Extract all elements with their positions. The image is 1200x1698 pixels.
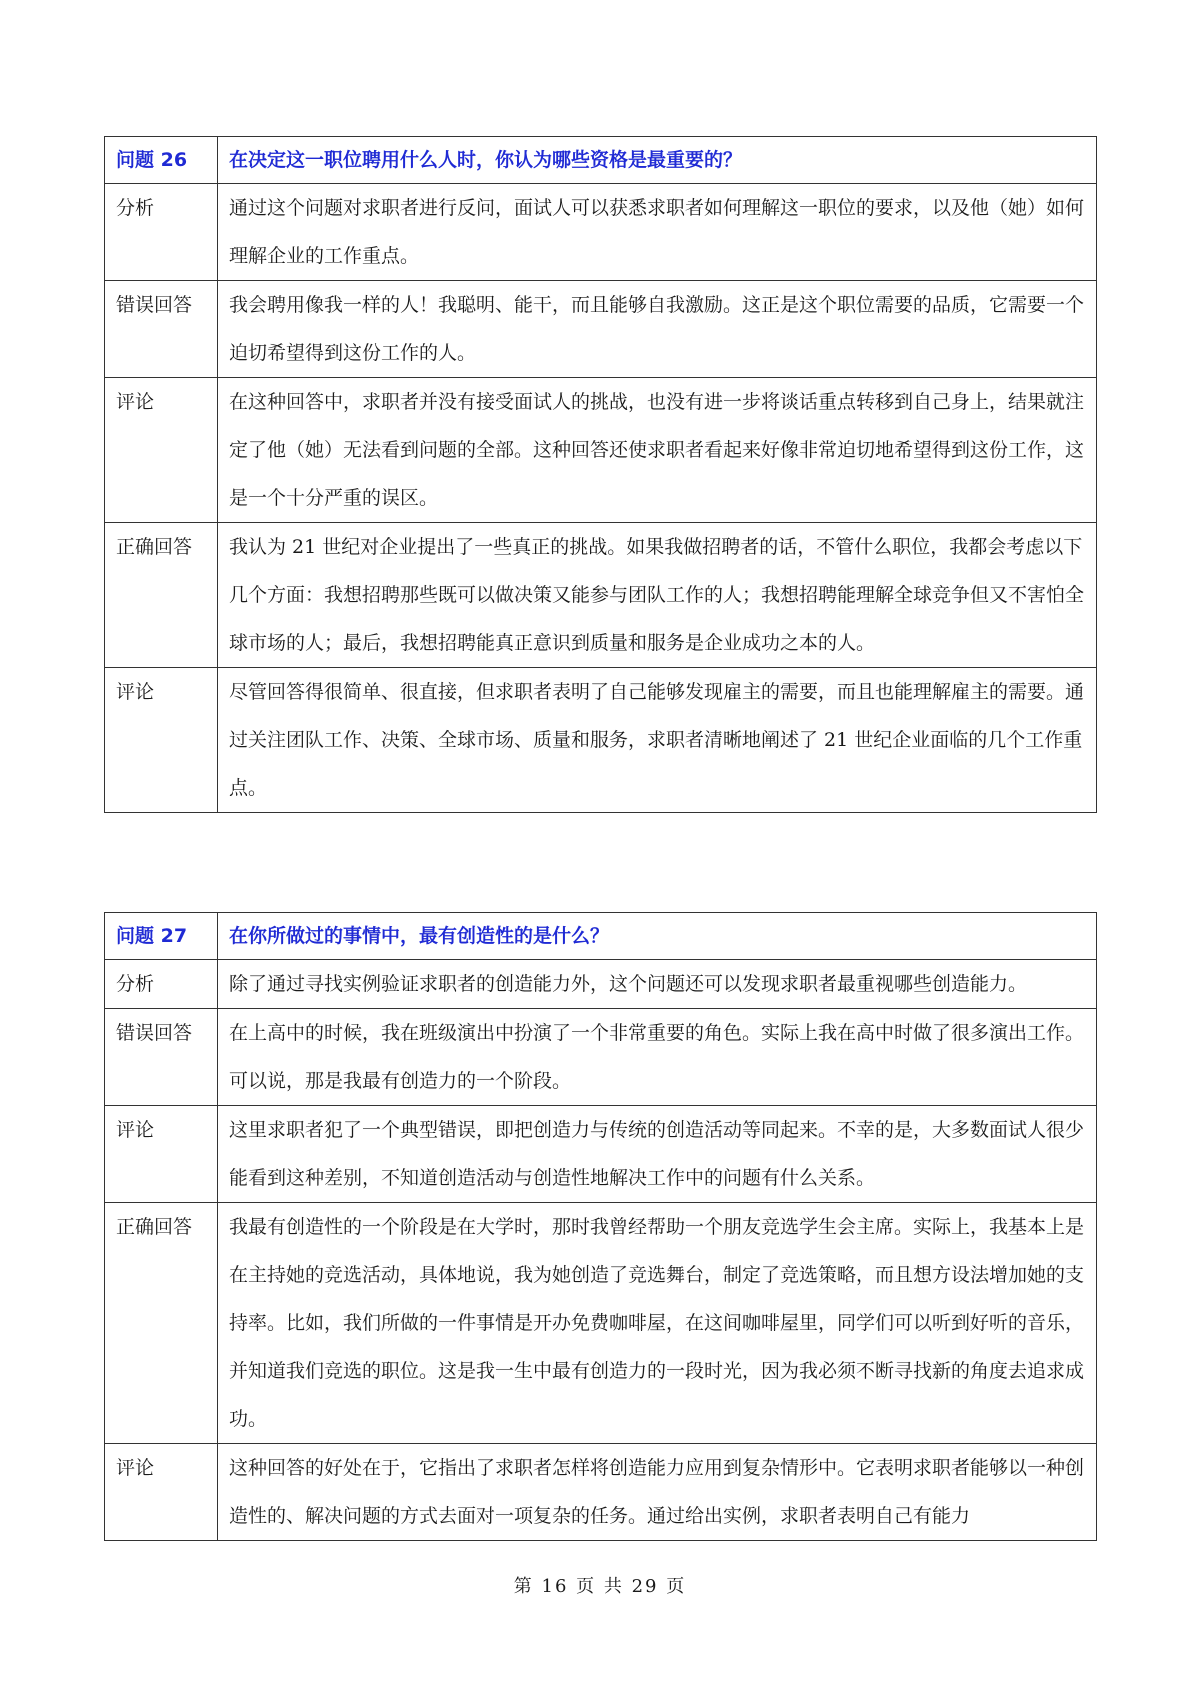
row-text: 在这种回答中，求职者并没有接受面试人的挑战，也没有进一步将谈话重点转移到自己身上，结果就注定了他（她）无法看到问题的全部。这种回答还使求职者看起来好像非常迫切地希望得到这份工作，这是一个十分严重的误区。 — [218, 378, 1097, 523]
row-label: 评论 — [105, 1444, 218, 1541]
row-text: 除了通过寻找实例验证求职者的创造能力外，这个问题还可以发现求职者最重视哪些创造能力。 — [218, 960, 1097, 1009]
row-text: 通过这个问题对求职者进行反问，面试人可以获悉求职者如何理解这一职位的要求，以及他（她）如何理解企业的工作重点。 — [218, 184, 1097, 281]
table-row — [105, 668, 1097, 813]
table-row — [105, 281, 1097, 378]
row-label: 错误回答 — [105, 281, 218, 378]
table-row — [105, 960, 1097, 1009]
row-label: 正确回答 — [105, 523, 218, 668]
row-text: 我最有创造性的一个阶段是在大学时，那时我曾经帮助一个朋友竞选学生会主席。实际上，我基本上是在主持她的竞选活动，具体地说，我为她创造了竞选舞台，制定了竞选策略，而且想方设法增加她的支持率。比如，我们所做的一件事情是开办免费咖啡屋，在这间咖啡屋里，同学们可以听到好听的音乐，并知道我们竞选的职位。这是我一生中最有创造力的一段时光，因为我必须不断寻找新的角度去追求成功。 — [218, 1203, 1097, 1444]
row-label: 分析 — [105, 960, 218, 1009]
question-text: 在决定这一职位聘用什么人时，你认为哪些资格是最重要的？ — [218, 137, 1097, 184]
table-row — [105, 1203, 1097, 1444]
question-text: 在你所做过的事情中，最有创造性的是什么？ — [218, 913, 1097, 960]
row-text: 在上高中的时候，我在班级演出中扮演了一个非常重要的角色。实际上我在高中时做了很多演出工作。可以说，那是我最有创造力的一个阶段。 — [218, 1009, 1097, 1106]
row-text: 这种回答的好处在于，它指出了求职者怎样将创造能力应用到复杂情形中。它表明求职者能够以一种创造性的、解决问题的方式去面对一项复杂的任务。通过给出实例，求职者表明自己有能力 — [218, 1444, 1097, 1541]
question-number: 问题 27 — [105, 913, 218, 960]
question-header-row — [105, 913, 1097, 960]
row-label: 错误回答 — [105, 1009, 218, 1106]
table-row — [105, 1009, 1097, 1106]
table-row — [105, 1444, 1097, 1541]
table-row — [105, 1106, 1097, 1203]
table-row — [105, 184, 1097, 281]
row-text: 这里求职者犯了一个典型错误，即把创造力与传统的创造活动等同起来。不幸的是，大多数面试人很少能看到这种差别，不知道创造活动与创造性地解决工作中的问题有什么关系。 — [218, 1106, 1097, 1203]
row-label: 评论 — [105, 1106, 218, 1203]
page-footer: 第 16 页 共 29 页 — [513, 1576, 687, 1597]
question-26-table — [104, 136, 1097, 813]
question-header-row — [105, 137, 1097, 184]
row-label: 评论 — [105, 668, 218, 813]
row-text: 尽管回答得很简单、很直接，但求职者表明了自己能够发现雇主的需要，而且也能理解雇主的需要。通过关注团队工作、决策、全球市场、质量和服务，求职者清晰地阐述了 21 世纪企业面临的几个工作重点。 — [218, 668, 1097, 813]
table-row — [105, 523, 1097, 668]
row-label: 评论 — [105, 378, 218, 523]
row-text: 我认为 21 世纪对企业提出了一些真正的挑战。如果我做招聘者的话，不管什么职位，我都会考虑以下几个方面：我想招聘那些既可以做决策又能参与团队工作的人；我想招聘能理解全球竞争但又不害怕全球市场的人；最后，我想招聘能真正意识到质量和服务是企业成功之本的人。 — [218, 523, 1097, 668]
question-27-table — [104, 912, 1097, 1541]
row-label: 分析 — [105, 184, 218, 281]
question-number: 问题 26 — [105, 137, 218, 184]
row-text: 我会聘用像我一样的人！我聪明、能干，而且能够自我激励。这正是这个职位需要的品质，它需要一个迫切希望得到这份工作的人。 — [218, 281, 1097, 378]
row-label: 正确回答 — [105, 1203, 218, 1444]
table-row — [105, 378, 1097, 523]
